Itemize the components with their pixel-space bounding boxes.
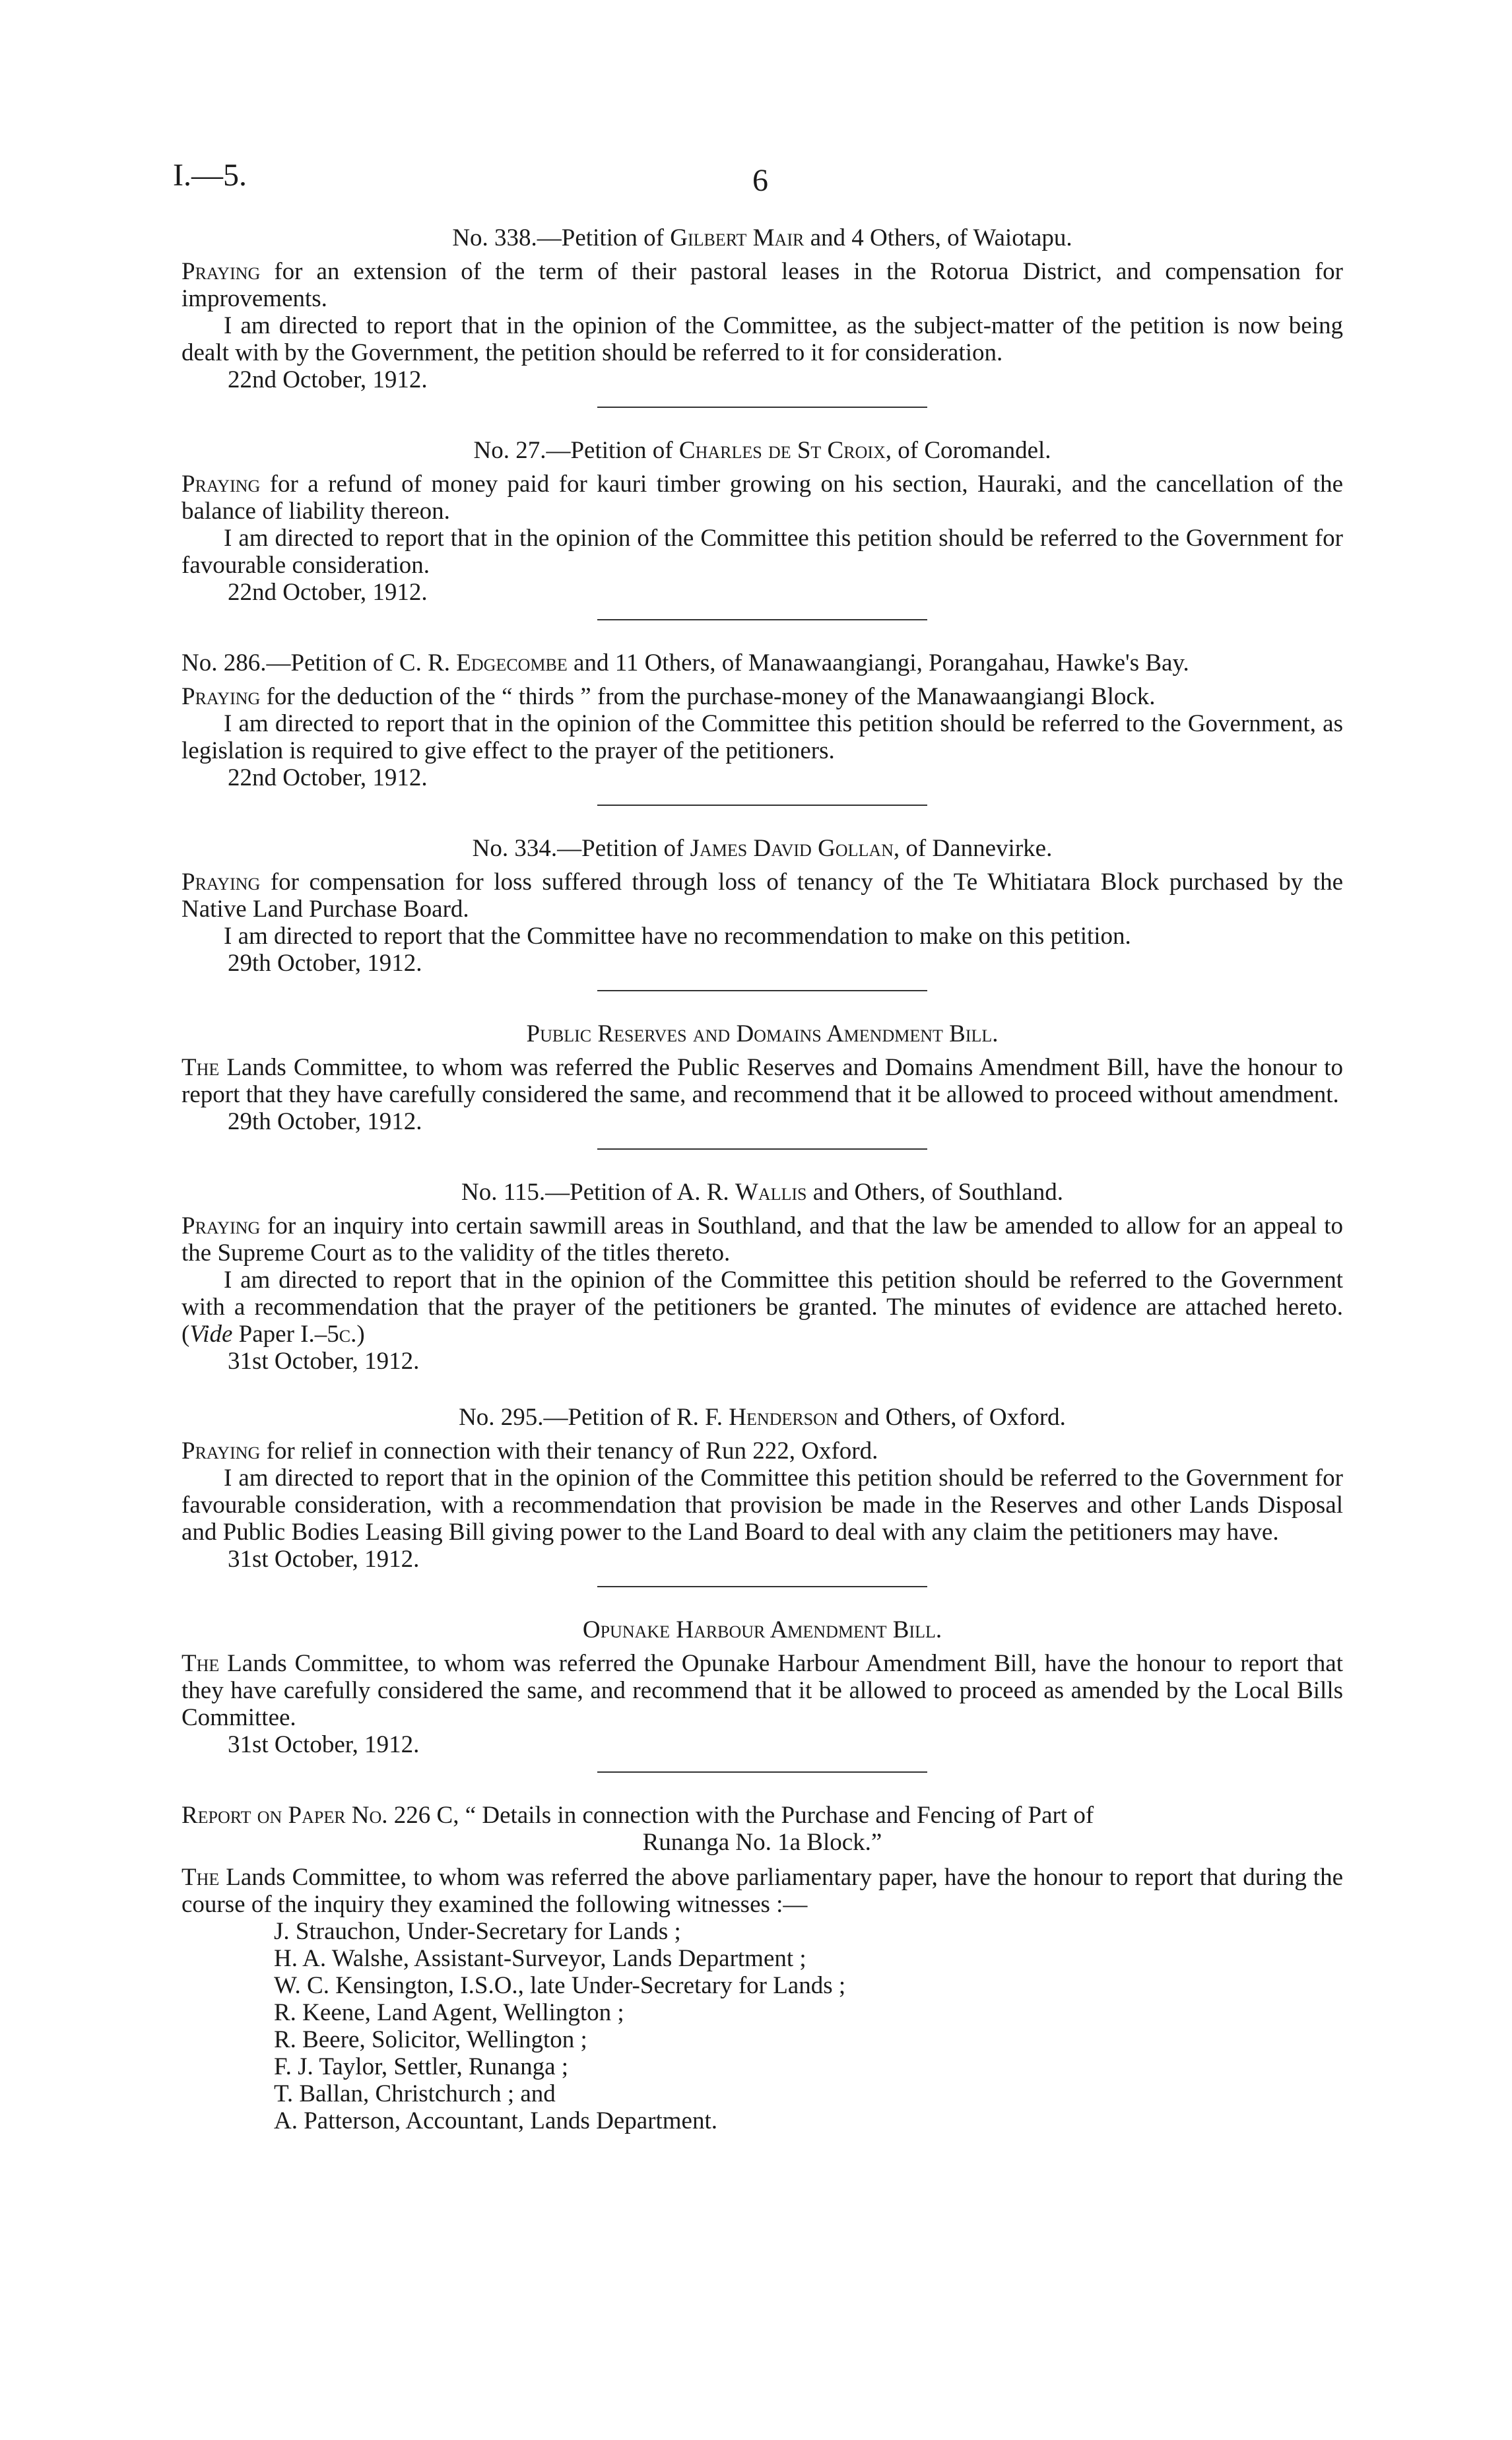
opunake-harbour-bill	[181, 1616, 1343, 1758]
petitioner-name: James David Gollan	[690, 835, 894, 862]
praying-paragraph: Praying for the deduction of the “ thirds ” from the purchase-money of the Manawaangiangi Block.	[181, 683, 1156, 710]
petition-title: No. 338.—Petition of Gilbert Mair and 4 Others, of Waiotapu.	[452, 224, 1072, 251]
public-reserves-bill	[181, 1020, 1343, 1135]
divider	[597, 1771, 927, 1773]
divider	[597, 407, 927, 408]
petition-338	[181, 224, 1343, 393]
witness-item: F. J. Taylor, Settler, Runanga ;	[274, 2053, 569, 2080]
witness-item: R. Keene, Land Agent, Wellington ;	[274, 1999, 624, 2026]
report-date: 22nd October, 1912.	[228, 579, 428, 606]
report-paragraph: I am directed to report that in the opinion of the Committee, as the subject-matter of the petition is now being dealt with by the Government, the petition should be referred to it for consideration.	[181, 312, 1343, 366]
praying-paragraph: Praying for an inquiry into certain sawmill areas in Southland, and that the law be amended to allow for an appeal to the Supreme Court as to the validity of the titles thereto.	[181, 1212, 1343, 1267]
report-date: 31st October, 1912.	[228, 1348, 420, 1375]
praying-paragraph: Praying for a refund of money paid for kauri timber growing on his section, Hauraki, and the cancellation of the balance of liability thereon.	[181, 471, 1343, 525]
witness-list	[274, 1918, 1343, 2134]
page-number: 6	[752, 163, 768, 198]
report-paragraph: I am directed to report that in the opinion of the Committee this petition should be referred to the Government for favourable consideration.	[181, 525, 1343, 579]
petitioner-name: Gilbert Mair	[670, 224, 805, 251]
report-date: 31st October, 1912.	[228, 1546, 420, 1573]
petition-27	[181, 437, 1343, 606]
report-date: 29th October, 1912.	[228, 950, 422, 977]
petition-title: No. 27.—Petition of Charles de St Croix, of Coromandel.	[473, 437, 1051, 464]
petition-334	[181, 835, 1343, 977]
report-paper-226c	[181, 1802, 1343, 2134]
petition-title: No. 286.—Petition of C. R. Edgecombe and 11 Others, of Manawaangiangi, Porangahau, Hawke's Bay.	[181, 649, 1189, 676]
petitioner-name: Wallis	[735, 1179, 807, 1206]
divider	[597, 1586, 927, 1587]
report-date: 22nd October, 1912.	[228, 764, 428, 791]
divider	[597, 805, 927, 806]
petitioner-name: Henderson	[729, 1404, 838, 1431]
witness-item: J. Strauchon, Under-Secretary for Lands ;	[274, 1918, 681, 1945]
series-number: I.—5.	[173, 158, 247, 193]
report-paragraph: The Lands Committee, to whom was referred the above parliamentary paper, have the honour to report that during the course of the inquiry they examined the following witnesses :—	[181, 1864, 1343, 1918]
report-paragraph: I am directed to report that the Committee have no recommendation to make on this petition.	[224, 923, 1131, 950]
praying-paragraph: Praying for relief in connection with their tenancy of Run 222, Oxford.	[181, 1437, 878, 1465]
witness-item: H. A. Walshe, Assistant-Surveyor, Lands Department ;	[274, 1945, 806, 1972]
petition-115	[181, 1179, 1343, 1375]
report-date: 29th October, 1912.	[228, 1108, 422, 1135]
witness-item: T. Ballan, Christchurch ; and	[274, 2080, 556, 2107]
praying-paragraph: Praying for an extension of the term of their pastoral leases in the Rotorua District, and compensation for improvements.	[181, 258, 1343, 312]
report-date: 31st October, 1912.	[228, 1731, 420, 1758]
report-date: 22nd October, 1912.	[228, 366, 428, 393]
report-title: Report on Paper No. 226 C, “ Details in connection with the Purchase and Fencing of Part of Runanga No. 1a Block.”	[181, 1802, 1094, 1856]
report-paragraph: I am directed to report that in the opinion of the Committee this petition should be referred to the Government with a recommendation that the prayer of the petitioners be granted. The minutes of evidence are attached hereto. (Vide Paper I.–5c.)	[181, 1267, 1343, 1348]
bill-report-paragraph: The Lands Committee, to whom was referred the Opunake Harbour Amendment Bill, have the honour to report that they have carefully considered the same, and recommend that it be allowed to proceed as amended by the Local Bills Committee.	[181, 1650, 1343, 1731]
petitioner-name: Charles de St Croix	[678, 437, 886, 464]
report-paragraph: I am directed to report that in the opinion of the Committee this petition should be referred to the Government, as legislation is required to give effect to the prayer of the petitioners.	[181, 710, 1343, 764]
witness-item: R. Beere, Solicitor, Wellington ;	[274, 2026, 587, 2053]
bill-title: Opunake Harbour Amendment Bill.	[582, 1616, 942, 1643]
bill-title: Public Reserves and Domains Amendment Bill.	[526, 1020, 999, 1047]
petition-295	[181, 1404, 1343, 1573]
petition-title: No. 295.—Petition of R. F. Henderson and Others, of Oxford.	[459, 1404, 1066, 1431]
praying-paragraph: Praying for compensation for loss suffered through loss of tenancy of the Te Whitiatara Block purchased by the Native Land Purchase Board.	[181, 869, 1343, 923]
witness-item: W. C. Kensington, I.S.O., late Under-Secretary for Lands ;	[274, 1972, 846, 1999]
witness-item: A. Patterson, Accountant, Lands Department.	[274, 2107, 717, 2134]
divider	[597, 990, 927, 991]
report-paragraph: I am directed to report that in the opinion of the Committee this petition should be referred to the Government for favourable consideration, with a recommendation that provision be made in the Reserves and other Lands Disposal and Public Bodies Leasing Bill giving power to the Land Board to deal with any claim the petitioners may have.	[181, 1465, 1343, 1546]
divider	[597, 619, 927, 620]
divider	[597, 1148, 927, 1150]
petition-title: No. 334.—Petition of James David Gollan, of Dannevirke.	[472, 835, 1053, 862]
bill-report-paragraph: The Lands Committee, to whom was referred the Public Reserves and Domains Amendment Bill, have the honour to report that they have carefully considered the same, and recommend that it be allowed to proceed without amendment.	[181, 1054, 1343, 1108]
document-body	[181, 224, 1343, 2134]
petition-title: No. 115.—Petition of A. R. Wallis and Others, of Southland.	[461, 1179, 1063, 1206]
petitioner-name: Edgecombe	[456, 649, 568, 676]
petition-286	[181, 649, 1343, 791]
